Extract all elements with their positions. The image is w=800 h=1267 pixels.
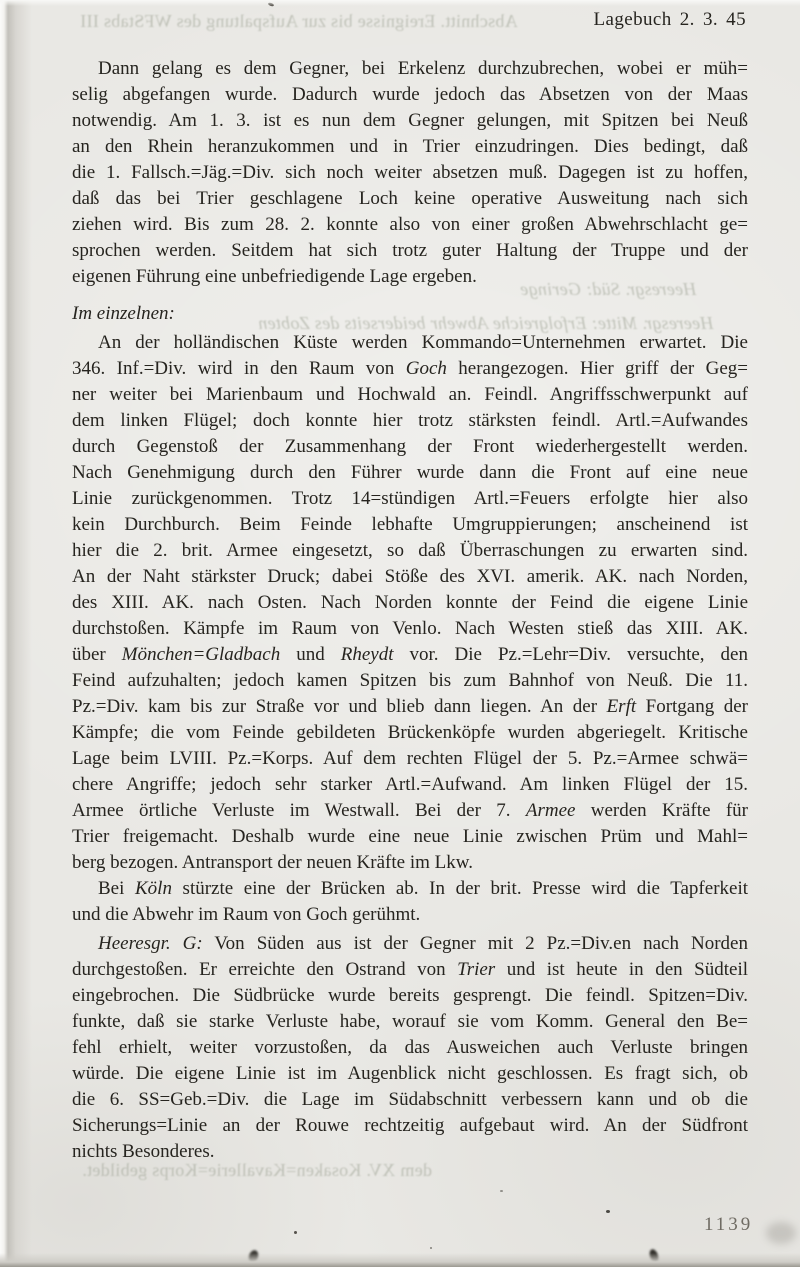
ink-speck bbox=[430, 1247, 432, 1249]
text-line: Bei Köln stürzte eine der Brücken ab. In der brit. Presse wird die Tapferkeit bbox=[98, 878, 749, 899]
text-line: eingebrochen. Die Südbrücke wurde bereits gesprengt. Die feindl. Spitzen=Div. bbox=[72, 985, 748, 1006]
paragraph bbox=[72, 931, 748, 1165]
text-line: Kämpfe; die vom Feinde gebildeten Brückenköpfe wurden abgeriegelt. Kritische bbox=[72, 722, 748, 743]
text-line: durchstoßen. Kämpfe im Raum von Venlo. Nach Westen stieß das XIII. AK. bbox=[72, 618, 748, 639]
bleedthrough-text: Heeresgr. Mitte: Erfolgreiche Abwehr beiderseits des Zobten bbox=[258, 313, 714, 333]
ink-smudge bbox=[247, 1249, 260, 1264]
paragraph bbox=[72, 56, 748, 290]
text-line: durchgestoßen. Er erreichte den Ostrand von Trier und ist heute in den Südteil bbox=[72, 959, 748, 980]
running-header: Lagebuch 2. 3. 45 bbox=[593, 9, 746, 30]
text-line: Nach Genehmigung durch den Führer wurde dann die Front auf eine neue bbox=[72, 462, 748, 483]
text-line: durch Gegenstoß der Zusammenhang der Front wiederhergestellt werden. bbox=[72, 436, 748, 457]
text-line: die 1. Fallsch.=Jäg.=Div. sich noch weiter absetzen muß. Dagegen ist zu hoffen, bbox=[72, 162, 748, 183]
ink-speck bbox=[294, 1231, 297, 1234]
text-line: 346. Inf.=Div. wird in den Raum von Goch herangezogen. Hier griff der Geg= bbox=[72, 358, 748, 379]
text-line: Lage beim LVIII. Pz.=Korps. Auf dem rechten Flügel der 5. Pz.=Armee schwä= bbox=[72, 748, 748, 769]
paragraph bbox=[72, 876, 748, 928]
text-line: daß das bei Trier geschlagene Loch keine operative Ausweitung nach sich bbox=[72, 188, 748, 209]
text-line: chere Angriffe; jedoch sehr starker Artl.=Aufwand. Am linken Flügel der 15. bbox=[72, 774, 748, 795]
text-line: funkte, daß sie starke Verluste habe, worauf sie vom Komm. General den Be= bbox=[72, 1011, 748, 1032]
text-line: an den Rhein heranzukommen und in Trier einzudringen. Dies bedingt, daß bbox=[72, 136, 748, 157]
text-line: des XIII. AK. nach Osten. Nach Norden konnte der Feind die eigene Linie bbox=[72, 592, 748, 613]
page-body bbox=[72, 56, 748, 1165]
ink-speck bbox=[268, 2, 275, 7]
paragraph bbox=[72, 330, 748, 876]
text-line: und die Abwehr im Raum von Goch gerühmt. bbox=[72, 904, 421, 925]
ink-speck bbox=[606, 1210, 610, 1213]
text-line: Armee örtliche Verluste im Westwall. Bei der 7. Armee werden Kräfte für bbox=[72, 800, 749, 821]
page-edge-left bbox=[0, 0, 32, 1267]
text-line: kein Durchburch. Beim Feinde lebhafte Umgruppierungen; anscheinend ist bbox=[72, 514, 748, 535]
text-line: die 6. SS=Geb.=Div. die Lage im Südabschnitt verbessern kann und ob die bbox=[72, 1089, 748, 1110]
text-line: Heeresgr. G: Von Süden aus ist der Gegner mit 2 Pz.=Div.en nach Norden bbox=[98, 933, 748, 954]
text-line: berg bezogen. Antransport der neuen Kräfte im Lkw. bbox=[72, 852, 473, 873]
section-label bbox=[72, 301, 748, 327]
bleedthrough-text: dem XV. Kosaken=Kavallerie=Korps gebildet. bbox=[82, 1160, 432, 1180]
bleedthrough-text: Heeresgr. Süd: Geringe bbox=[520, 279, 697, 299]
bleedthrough-text: Abschnitt. Ereignisse bis zur Aufspaltung des WFStabs III bbox=[80, 11, 518, 31]
text-line: nichts Besonderes. bbox=[72, 1141, 215, 1162]
page-edge-shadow bbox=[0, 1253, 800, 1267]
text-line: An der holländischen Küste werden Kommando=Unternehmen erwartet. Die bbox=[98, 332, 748, 353]
text-line: Trier freigemacht. Deshalb wurde eine neue Linie zwischen Prüm und Mahl= bbox=[72, 826, 748, 847]
text-line: sprochen werden. Seitdem hat sich trotz guter Haltung der Truppe und der bbox=[72, 240, 748, 261]
text-line: ziehen wird. Bis zum 28. 2. konnte also von einer großen Abwehrschlacht ge= bbox=[72, 214, 748, 235]
text-line: Pz.=Div. kam bis zur Straße vor und blieb dann liegen. An der Erft Fortgang der bbox=[72, 696, 748, 717]
text-line: An der Naht stärkster Druck; dabei Stöße des XVI. amerik. AK. nach Norden, bbox=[72, 566, 748, 587]
text-line: Sicherungs=Linie an der Rouwe rechtzeitig aufgebaut wird. An der Südfront bbox=[72, 1115, 748, 1136]
text-line: würde. Die eigene Linie ist im Augenblick nicht geschlossen. Es fragt sich, ob bbox=[72, 1063, 748, 1084]
text-line: über Mönchen=Gladbach und Rheydt vor. Die Pz.=Lehr=Div. versuchte, den bbox=[72, 644, 748, 665]
text-line: Feind aufzuhalten; jedoch kamen Spitzen bis zum Bahnhof von Neuß. Die 11. bbox=[72, 670, 748, 691]
text-line: dem linken Flügel; doch konnte hier trotz stärksten feindl. Artl.=Aufwandes bbox=[72, 410, 748, 431]
text-line: eigenen Führung eine unbefriedigende Lage ergeben. bbox=[72, 266, 477, 287]
text-line: notwendig. Am 1. 3. ist es nun dem Gegner gelungen, mit Spitzen bei Neuß bbox=[72, 110, 748, 131]
text-line: Linie zurückgenommen. Trotz 14=stündigen Artl.=Feuers erfolgte hier also bbox=[72, 488, 748, 509]
text-line: Dann gelang es dem Gegner, bei Erkelenz durchzubrechen, wobei er müh= bbox=[98, 58, 748, 79]
text-line: fehl erhielt, weiter vorzustoßen, da das Ausweichen auch Verluste bringen bbox=[72, 1037, 748, 1058]
page-number: 1139 bbox=[704, 1214, 754, 1235]
page-edge-top bbox=[0, 0, 800, 6]
ink-speck bbox=[500, 1190, 503, 1192]
scan-smudge bbox=[766, 1222, 796, 1244]
text-line: ner weiter bei Marienbaum und Hochwald an. Feindl. Angriffsschwerpunkt auf bbox=[72, 384, 748, 405]
text-line: hier die 2. brit. Armee eingesetzt, so daß Überraschungen zu erwarten sind. bbox=[72, 540, 748, 561]
text-line: selig abgefangen wurde. Dadurch wurde jedoch das Absetzen von der Maas bbox=[72, 84, 748, 105]
ink-smudge bbox=[648, 1248, 660, 1264]
text-line: Im einzelnen: bbox=[72, 303, 175, 324]
